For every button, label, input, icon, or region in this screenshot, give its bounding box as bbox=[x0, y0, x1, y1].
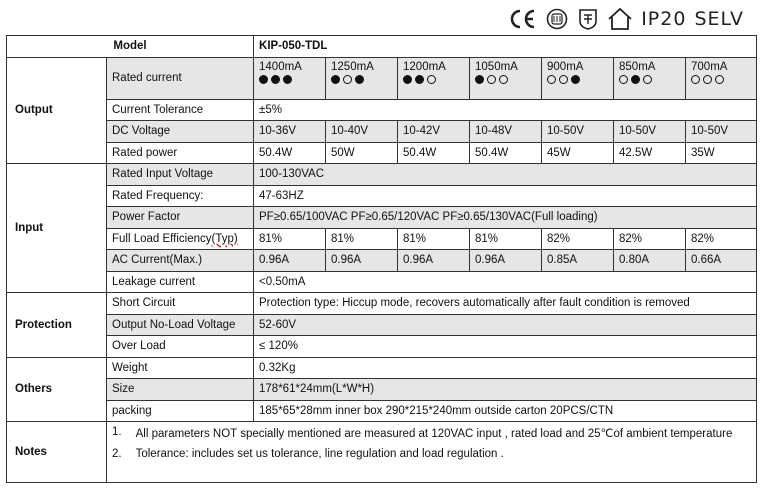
spec-row-over-load bbox=[7, 336, 757, 358]
param-text: Full Load Efficiency bbox=[112, 232, 212, 245]
value-cell bbox=[686, 250, 757, 272]
value-text: 900mA bbox=[547, 60, 584, 73]
value-text: 10-50V bbox=[619, 125, 657, 138]
param-label bbox=[107, 400, 254, 422]
empty-dot-icon bbox=[703, 75, 712, 84]
value-text: 10-50V bbox=[547, 125, 585, 138]
value-cell bbox=[470, 121, 542, 143]
spec-row-power-factor bbox=[7, 207, 757, 229]
value-text: 81% bbox=[259, 232, 283, 245]
value-text: 81% bbox=[403, 232, 427, 245]
value-text: 850mA bbox=[619, 60, 656, 73]
value-cell bbox=[254, 57, 326, 99]
param-label bbox=[107, 336, 254, 358]
value-text: 50W bbox=[331, 146, 355, 159]
param-label bbox=[107, 293, 254, 315]
filled-dot-icon bbox=[571, 75, 580, 84]
value-cell: 0.32Kg bbox=[254, 357, 757, 379]
empty-dot-icon bbox=[559, 75, 568, 84]
value-cell: ≤ 120% bbox=[254, 336, 757, 358]
dip-switch-indicator bbox=[331, 75, 392, 84]
value-cell: 52-60V bbox=[254, 314, 757, 336]
dip-switch-indicator bbox=[475, 75, 536, 84]
dip-switch-indicator bbox=[619, 75, 680, 84]
spec-row-rated-frequency bbox=[7, 185, 757, 207]
value-cell bbox=[326, 142, 398, 164]
param-text: packing bbox=[112, 404, 152, 417]
model-label: Model bbox=[7, 36, 254, 58]
value-text: 700mA bbox=[691, 60, 728, 73]
value-cell bbox=[470, 250, 542, 272]
notes-row bbox=[7, 422, 757, 483]
param-label bbox=[107, 164, 254, 186]
value-cell bbox=[542, 121, 614, 143]
spec-row-rated-current bbox=[7, 57, 757, 99]
note-number: 1. bbox=[112, 426, 122, 438]
param-text: Weight bbox=[112, 361, 148, 374]
section-title-others: Others bbox=[7, 357, 107, 422]
param-text: Over Load bbox=[112, 340, 166, 353]
empty-dot-icon bbox=[487, 75, 496, 84]
param-label bbox=[107, 99, 254, 121]
value-cell bbox=[614, 250, 686, 272]
note-text: All parameters NOT specially mentioned are measured at 120VAC input , rated load and 25℃of ambient temperature bbox=[135, 428, 733, 440]
notes-content bbox=[107, 422, 757, 483]
spec-row-rated-input-voltage bbox=[7, 164, 757, 186]
value-text: 0.96A bbox=[403, 254, 434, 267]
value-cell bbox=[686, 228, 757, 250]
selv-label: SELV bbox=[694, 8, 744, 30]
param-label bbox=[107, 228, 254, 250]
value-text: 82% bbox=[619, 232, 643, 245]
value-cell bbox=[470, 228, 542, 250]
param-suffix: (Typ) bbox=[211, 232, 238, 245]
model-value: KIP-050-TDL bbox=[254, 36, 757, 58]
safety-mark-icon bbox=[577, 7, 599, 31]
value-cell bbox=[254, 121, 326, 143]
param-text: Rated Input Voltage bbox=[112, 168, 214, 181]
value-text: 1400mA bbox=[259, 60, 302, 73]
spec-row-output-no-load-voltage bbox=[7, 314, 757, 336]
param-text: Size bbox=[112, 383, 135, 396]
spec-row-dc-voltage bbox=[7, 121, 757, 143]
section-title-output: Output bbox=[7, 57, 107, 164]
param-text: Short Circuit bbox=[112, 297, 176, 310]
value-cell bbox=[398, 121, 470, 143]
spec-row-full-load-efficiency bbox=[7, 228, 757, 250]
filled-dot-icon bbox=[259, 75, 268, 84]
spec-row-leakage-current bbox=[7, 271, 757, 293]
value-text: 81% bbox=[331, 232, 355, 245]
value-cell: <0.50mA bbox=[254, 271, 757, 293]
param-text: Output No-Load Voltage bbox=[112, 318, 236, 331]
spec-row-weight bbox=[7, 357, 757, 379]
value-cell bbox=[398, 57, 470, 99]
value-text: 0.85A bbox=[547, 254, 578, 267]
rohs-mark-icon bbox=[545, 8, 569, 30]
value-text: 50.4W bbox=[259, 146, 293, 159]
empty-dot-icon bbox=[427, 75, 436, 84]
param-text: Current Tolerance bbox=[112, 103, 204, 116]
value-text: 0.66A bbox=[691, 254, 722, 267]
param-label bbox=[107, 185, 254, 207]
value-cell bbox=[470, 57, 542, 99]
value-cell bbox=[686, 57, 757, 99]
spec-table bbox=[6, 35, 757, 483]
value-cell bbox=[254, 250, 326, 272]
dip-switch-indicator bbox=[547, 75, 608, 84]
value-cell bbox=[614, 228, 686, 250]
section-title-input: Input bbox=[7, 164, 107, 293]
empty-dot-icon bbox=[691, 75, 700, 84]
value-cell bbox=[398, 228, 470, 250]
param-label bbox=[107, 250, 254, 272]
param-text: AC Current(Max.) bbox=[112, 254, 203, 267]
param-label bbox=[107, 121, 254, 143]
value-text: 1250mA bbox=[331, 60, 374, 73]
value-text: 82% bbox=[691, 232, 715, 245]
dip-switch-indicator bbox=[691, 75, 751, 84]
value-cell: 100-130VAC bbox=[254, 164, 757, 186]
filled-dot-icon bbox=[475, 75, 484, 84]
spec-row-ac-current-max bbox=[7, 250, 757, 272]
value-cell bbox=[542, 142, 614, 164]
value-cell bbox=[254, 142, 326, 164]
spec-row-size bbox=[7, 379, 757, 401]
filled-dot-icon bbox=[415, 75, 424, 84]
value-text: 1200mA bbox=[403, 60, 446, 73]
param-label bbox=[107, 57, 254, 99]
param-label bbox=[107, 142, 254, 164]
value-cell bbox=[326, 57, 398, 99]
value-cell bbox=[686, 142, 757, 164]
param-text: Rated Frequency: bbox=[112, 189, 204, 202]
value-text: 0.80A bbox=[619, 254, 650, 267]
value-cell bbox=[398, 142, 470, 164]
empty-dot-icon bbox=[715, 75, 724, 84]
section-title-notes: Notes bbox=[7, 422, 107, 483]
value-cell bbox=[686, 121, 757, 143]
spec-row-rated-power bbox=[7, 142, 757, 164]
note-item bbox=[112, 448, 751, 470]
empty-dot-icon bbox=[343, 75, 352, 84]
note-text: Tolerance: includes set us tolerance, line regulation and load regulation . bbox=[135, 448, 504, 460]
value-cell: 185*65*28mm inner box 290*215*240mm outside carton 20PCS/CTN bbox=[254, 400, 757, 422]
filled-dot-icon bbox=[631, 75, 640, 84]
value-cell bbox=[542, 228, 614, 250]
value-text: 45W bbox=[547, 146, 571, 159]
value-cell: ±5% bbox=[254, 99, 757, 121]
spec-row-packing bbox=[7, 400, 757, 422]
param-label bbox=[107, 379, 254, 401]
note-number: 2. bbox=[112, 448, 122, 460]
value-text: 10-36V bbox=[259, 125, 297, 138]
value-text: 0.96A bbox=[259, 254, 290, 267]
value-text: 10-40V bbox=[331, 125, 369, 138]
house-mark-icon bbox=[607, 7, 633, 31]
value-text: 35W bbox=[691, 146, 715, 159]
param-text: Leakage current bbox=[112, 275, 196, 288]
value-cell bbox=[254, 228, 326, 250]
filled-dot-icon bbox=[331, 75, 340, 84]
filled-dot-icon bbox=[271, 75, 280, 84]
value-text: 0.96A bbox=[475, 254, 506, 267]
value-cell: PF≥0.65/100VAC PF≥0.65/120VAC PF≥0.65/130VAC(Full loading) bbox=[254, 207, 757, 229]
param-label bbox=[107, 314, 254, 336]
section-title-protection: Protection bbox=[7, 293, 107, 358]
dip-switch-indicator bbox=[403, 75, 464, 84]
param-label bbox=[107, 207, 254, 229]
param-text: Power Factor bbox=[112, 211, 181, 224]
value-text: 10-50V bbox=[691, 125, 729, 138]
spec-row-current-tolerance bbox=[7, 99, 757, 121]
dip-switch-indicator bbox=[259, 75, 320, 84]
param-label bbox=[107, 357, 254, 379]
ip-rating: IP20 bbox=[641, 8, 687, 30]
value-text: 82% bbox=[547, 232, 571, 245]
value-cell bbox=[470, 142, 542, 164]
value-cell bbox=[326, 250, 398, 272]
header-row bbox=[7, 36, 757, 58]
value-text: 50.4W bbox=[475, 146, 509, 159]
certification-marks bbox=[507, 6, 744, 32]
value-cell bbox=[398, 250, 470, 272]
value-text: 1050mA bbox=[475, 60, 518, 73]
value-cell bbox=[614, 142, 686, 164]
value-cell bbox=[614, 121, 686, 143]
value-text: 42.5W bbox=[619, 146, 653, 159]
value-cell bbox=[542, 250, 614, 272]
empty-dot-icon bbox=[499, 75, 508, 84]
value-cell: Protection type: Hiccup mode, recovers automatically after fault condition is removed bbox=[254, 293, 757, 315]
filled-dot-icon bbox=[283, 75, 292, 84]
value-text: 10-42V bbox=[403, 125, 441, 138]
param-label bbox=[107, 271, 254, 293]
filled-dot-icon bbox=[355, 75, 364, 84]
value-text: 0.96A bbox=[331, 254, 362, 267]
value-text: 50.4W bbox=[403, 146, 437, 159]
value-cell: 178*61*24mm(L*W*H) bbox=[254, 379, 757, 401]
empty-dot-icon bbox=[619, 75, 628, 84]
value-cell: 47-63HZ bbox=[254, 185, 757, 207]
param-text: DC Voltage bbox=[112, 125, 171, 138]
value-cell bbox=[614, 57, 686, 99]
param-text: Rated current bbox=[112, 72, 182, 84]
value-cell bbox=[326, 228, 398, 250]
value-text: 10-48V bbox=[475, 125, 513, 138]
value-text: 81% bbox=[475, 232, 499, 245]
note-item bbox=[112, 426, 751, 448]
param-text: Rated power bbox=[112, 146, 178, 159]
ce-mark-icon bbox=[507, 8, 537, 30]
empty-dot-icon bbox=[643, 75, 652, 84]
value-cell bbox=[326, 121, 398, 143]
empty-dot-icon bbox=[547, 75, 556, 84]
value-cell bbox=[542, 57, 614, 99]
spec-row-short-circuit bbox=[7, 293, 757, 315]
filled-dot-icon bbox=[403, 75, 412, 84]
